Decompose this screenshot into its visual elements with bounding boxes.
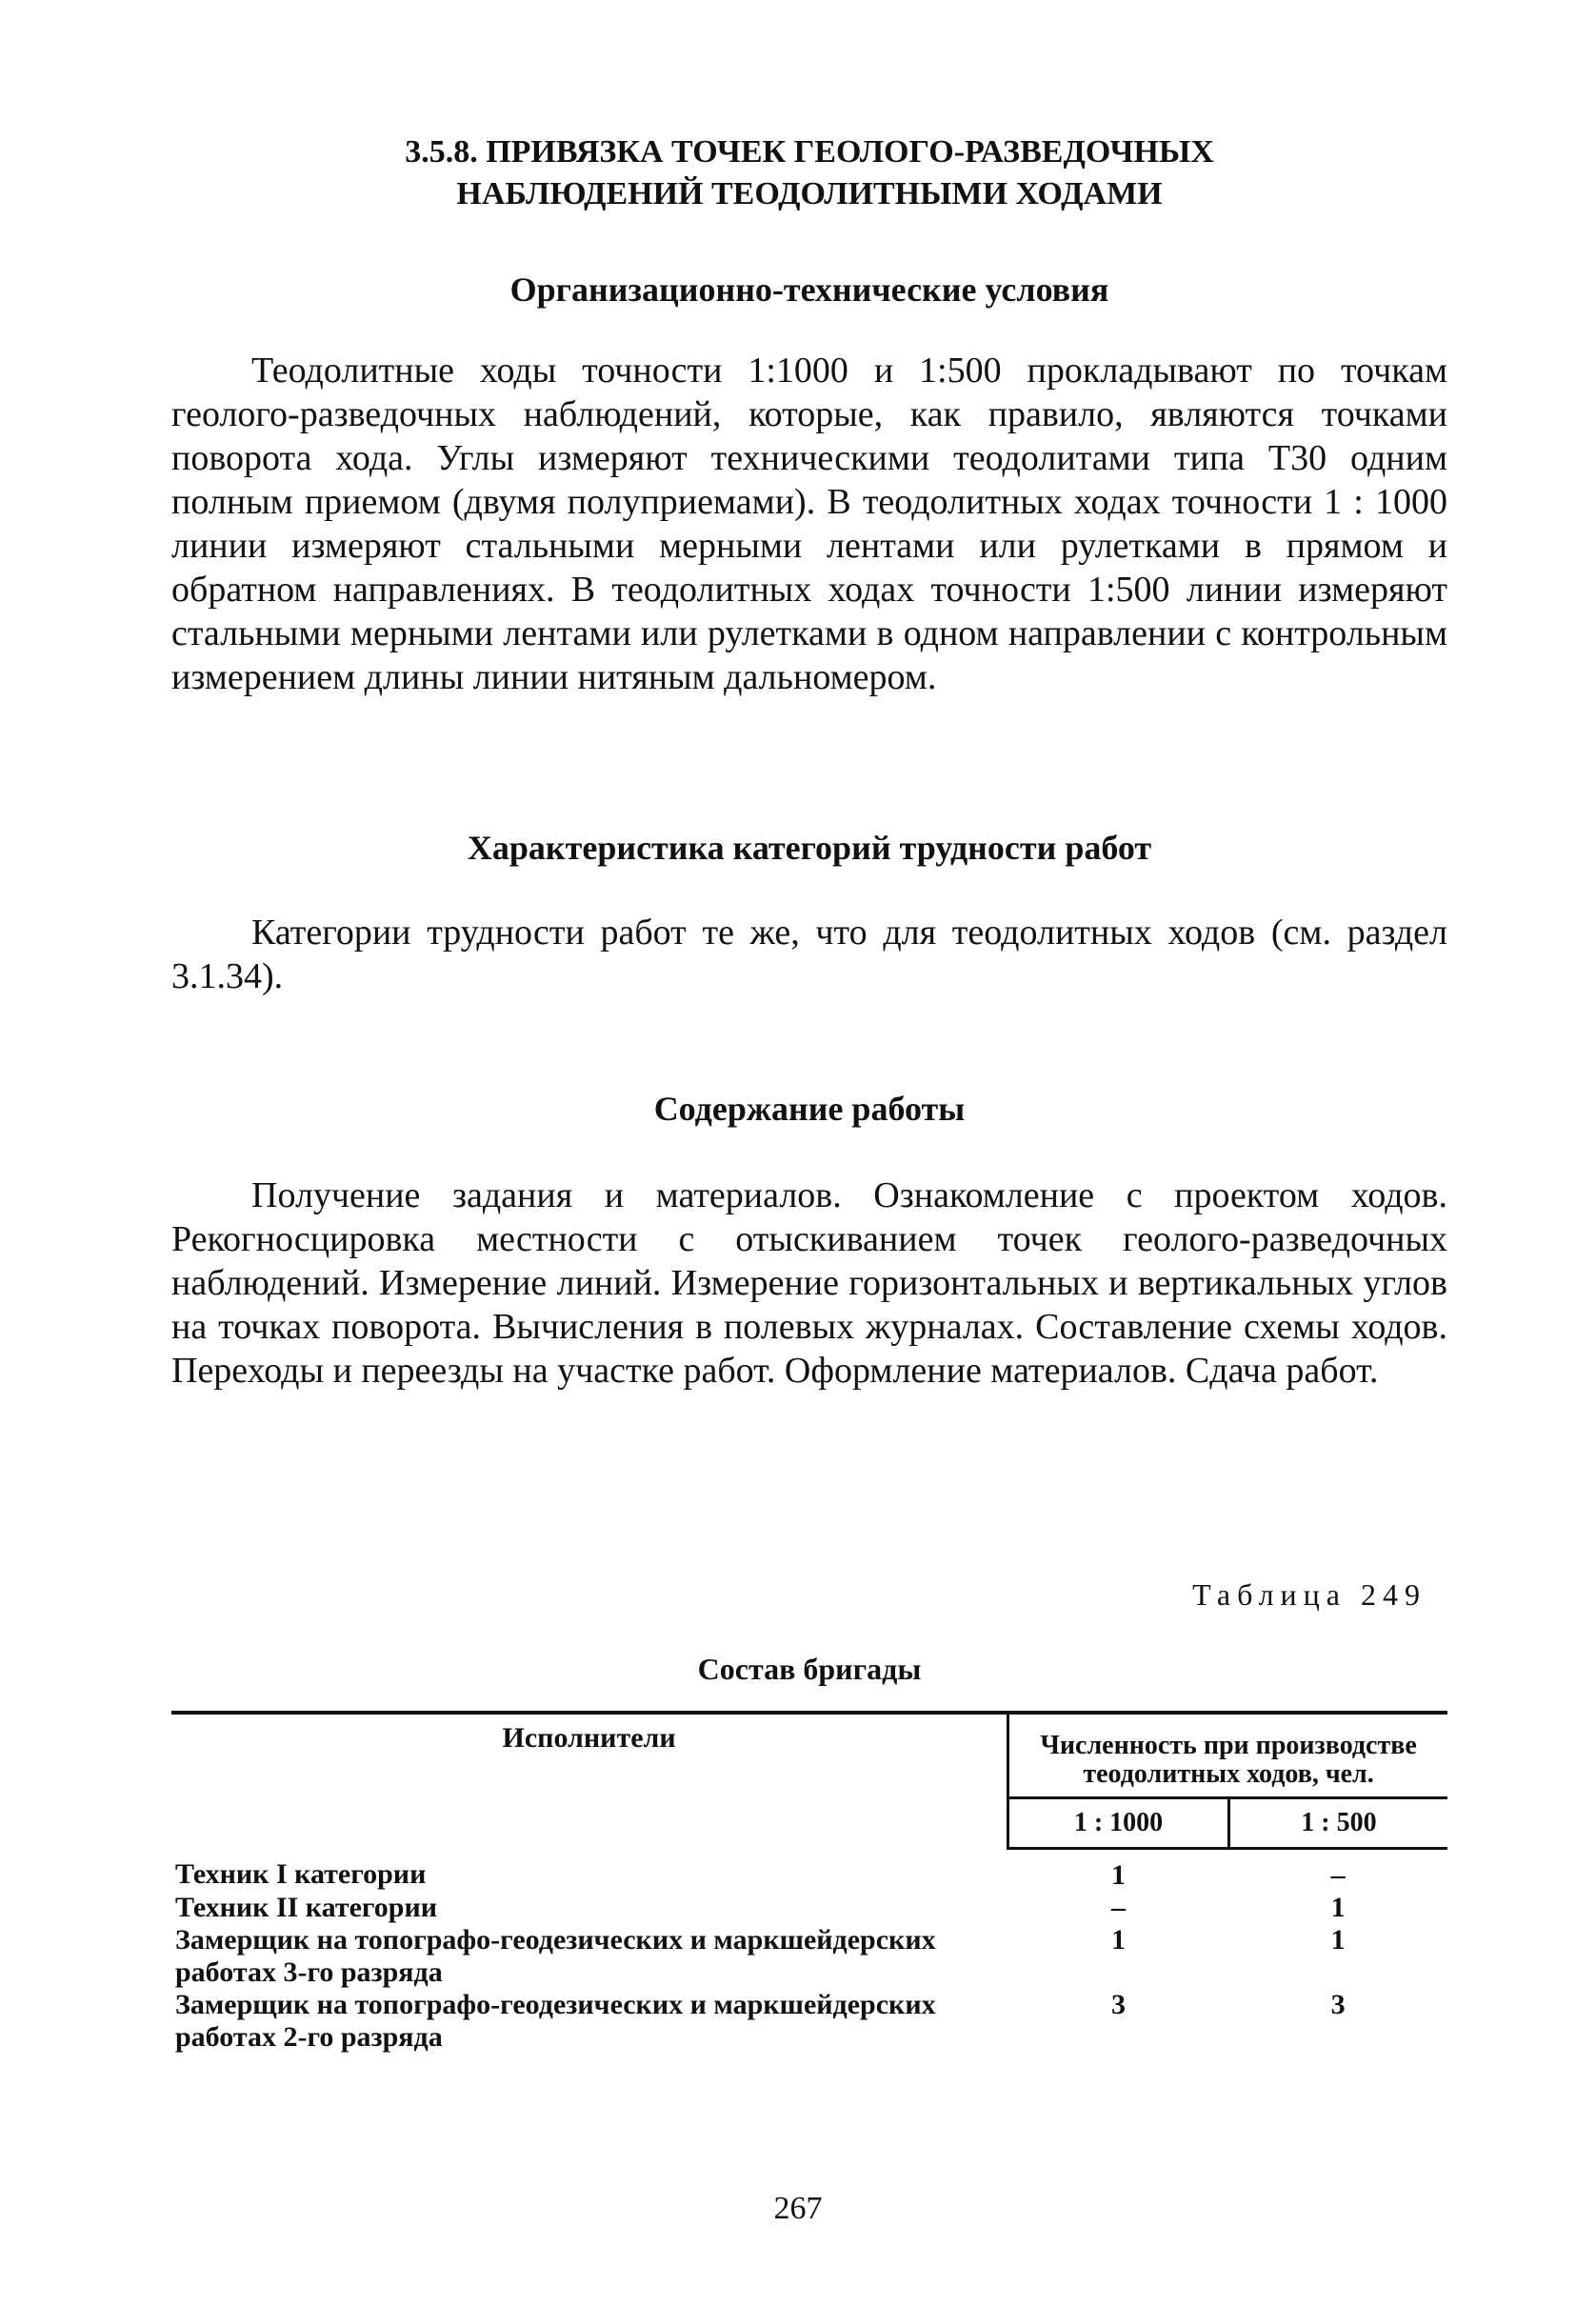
table-header-row [171,1713,1447,1798]
count-1000: 3 [1110,1989,1126,2020]
table-title: Состав бригады [697,1652,922,1686]
table-row [171,1989,1447,2054]
executor-name: Замерщик на топографо-геодезических и маркшейдерских работах 3-го разряда [175,1924,936,1988]
work-content-heading: Содержание работы [653,1090,966,1128]
table-row [171,1849,1447,1893]
count-500: 1 [1330,1892,1346,1923]
count-1000: 1 [1110,1859,1126,1891]
column-header-headcount: Численность при производстве теодолитных ходов, чел. [1008,1713,1447,1798]
section-title-line1: 3.5.8. ПРИВЯЗКА ТОЧЕК ГЕОЛОГО-РАЗВЕДОЧНЫХ [405,134,1214,170]
crew-table [171,1711,1447,2054]
executor-name: Замерщик на топографо-геодезических и маркшейдерских работах 2-го разряда [175,1989,936,2053]
count-1000: 1 [1110,1924,1126,1956]
table-label: Таблица 249 [1192,1577,1426,1612]
executor-name: Техник II категории [175,1892,438,1923]
difficulty-heading: Характеристика категорий трудности работ [467,829,1152,867]
count-1000: – [1110,1892,1126,1923]
page-number: 267 [773,2191,823,2226]
work-content-paragraph: Получение задания и материалов. Ознакомление с проектом ходов. Рекогносцировка местности с отыскиванием точек геолого-разведочных наблюдений. Измерение линий. Измерение горизонтальных и вертикальных углов на точках поворота. Вычисления в полевых журналах. Составление схемы ходов. Переходы и переезды на участке работ. Оформление материалов. Сдача работ. [171,1175,1447,1391]
org-conditions-heading: Организационно-технические условия [509,271,1109,309]
org-conditions-paragraph: Теодолитные ходы точности 1:1000 и 1:500 прокладывают по точкам геолого-разведочных наблюдений, которые, как правило, являются точками поворота хода. Углы измеряют техническими теодолитами типа Т30 одним полным приемом (двумя полуприемами). В теодолитных ходах точности 1 : 1000 линии измеряют стальными мерными лентами или рулетками в прямом и обратном направлениях. В теодолитных ходах точности 1:500 линии измеряют стальными мерными лентами или рулетками в одном направлении с контрольным измерением длины линии нитяным дальномером. [171,351,1447,697]
difficulty-paragraph: Категории трудности работ те же, что для теодолитных ходов (см. раздел 3.1.34). [171,913,1447,996]
count-500: – [1330,1859,1346,1891]
column-header-executors: Исполнители [171,1713,1008,1849]
count-500: 1 [1330,1924,1346,1956]
section-title [171,131,1447,215]
executor-name: Техник I категории [175,1857,427,1890]
table-row [171,1924,1447,1989]
table-row [171,1892,1447,1924]
count-500: 3 [1330,1989,1346,2020]
column-header-scale-500: 1 : 500 [1228,1798,1447,1849]
column-header-scale-1000: 1 : 1000 [1008,1798,1229,1849]
section-title-line2: НАБЛЮДЕНИЙ ТЕОДОЛИТНЫМИ ХОДАМИ [456,176,1163,211]
